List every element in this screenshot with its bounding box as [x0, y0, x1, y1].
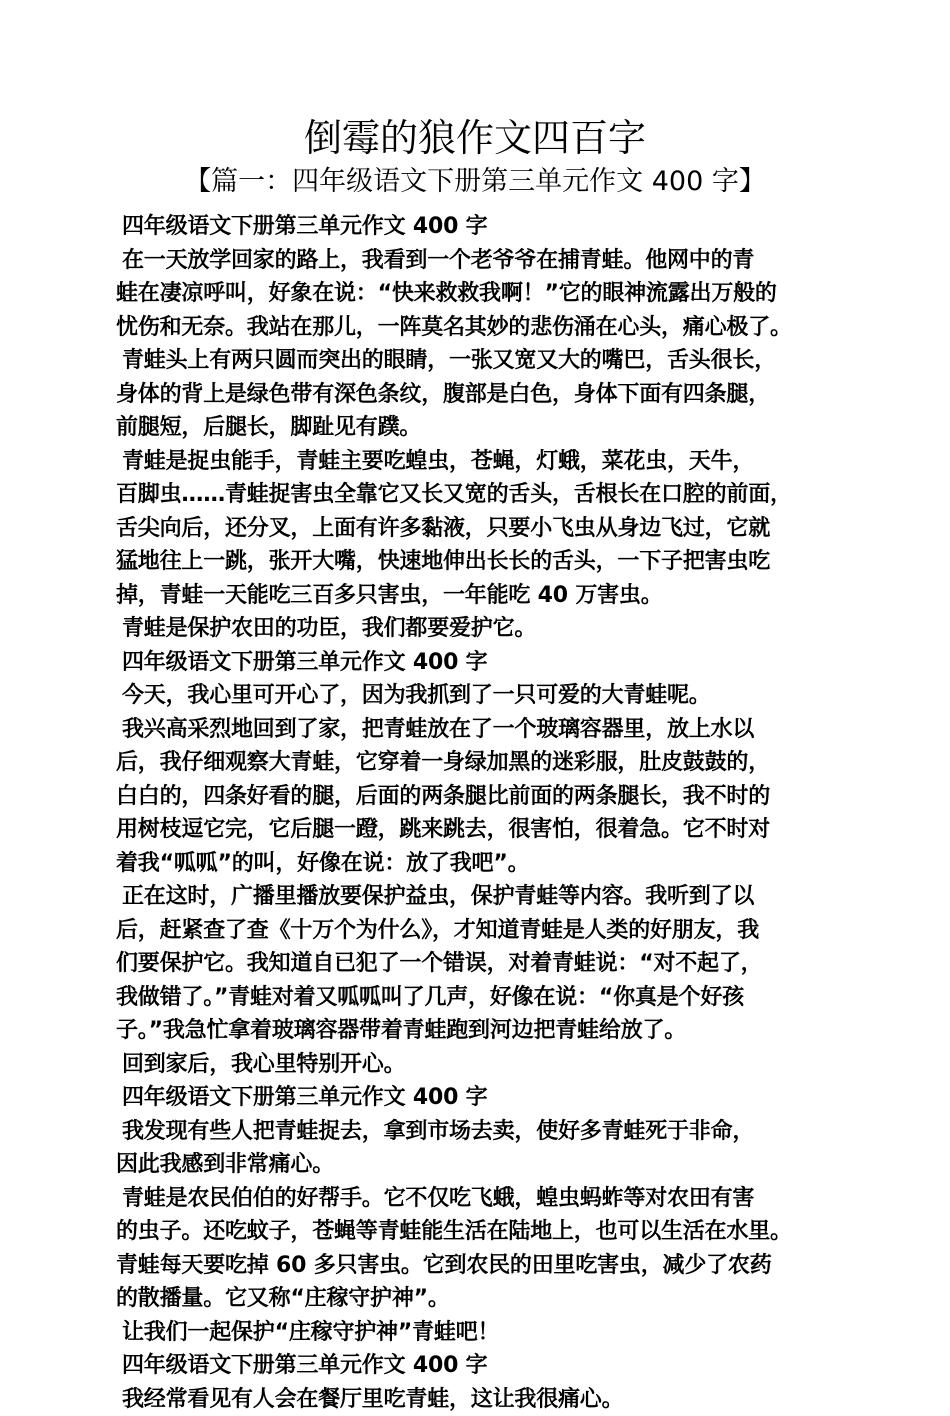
paragraph-line: 百脚虫……青蛙捉害虫全靠它又长又宽的舌头，舌根长在口腔的前面， [116, 478, 856, 512]
essay-heading: 四年级语文下册第三单元作文 400 字 [116, 646, 856, 680]
paragraph-line: 忧伤和无奈。我站在那儿，一阵莫名其妙的悲伤涌在心头，痛心极了。 [116, 311, 856, 345]
paragraph-line: 子。”我急忙拿着玻璃容器带着青蛙跑到河边把青蛙给放了。 [116, 1014, 856, 1048]
paragraph-line: 我兴高采烈地回到了家，把青蛙放在了一个玻璃容器里，放上水以 [116, 713, 856, 747]
paragraph-line: 青蛙是捉虫能手，青蛙主要吃蝗虫，苍蝇，灯蛾，菜花虫，天牛， [116, 445, 856, 479]
paragraph-line: 着我“呱呱”的叫，好像在说：放了我吧”。 [116, 847, 856, 881]
essay-heading: 四年级语文下册第三单元作文 400 字 [116, 1081, 856, 1115]
paragraph-line: 我经常看见有人会在餐厅里吃青蛙，这让我很痛心。 [116, 1383, 856, 1416]
paragraph-line: 舌尖向后，还分叉，上面有许多黏液，只要小飞虫从身边飞过，它就 [116, 512, 856, 546]
paragraph-line: 青蛙是农民伯伯的好帮手。它不仅吃飞蛾，蝗虫蚂蚱等对农田有害 [116, 1182, 856, 1216]
paragraph-line: 今天，我心里可开心了，因为我抓到了一只可爱的大青蛙呢。 [116, 679, 856, 713]
paragraph-line: 前腿短，后腿长，脚趾见有蹼。 [116, 411, 856, 445]
paragraph-line: 的散播量。它又称“庄稼守护神”。 [116, 1282, 856, 1316]
paragraph-line: 正在这时，广播里播放要保护益虫，保护青蛙等内容。我听到了以 [116, 880, 856, 914]
paragraph-line: 青蛙每天要吃掉 60 多只害虫。它到农民的田里吃害虫，减少了农药 [116, 1249, 856, 1283]
paragraph-line: 们要保护它。我知道自已犯了一个错误，对着青蛙说：“对不起了， [116, 947, 856, 981]
paragraph-line: 白白的，四条好看的腿，后面的两条腿比前面的两条腿长，我不时的 [116, 780, 856, 814]
document-body [116, 210, 856, 1416]
paragraph-line: 在一天放学回家的路上，我看到一个老爷爷在捕青蛙。他网中的青 [116, 244, 856, 278]
paragraph-line: 后，赶紧查了查《十万个为什么》，才知道青蛙是人类的好朋友，我 [116, 914, 856, 948]
paragraph-line: 因此我感到非常痛心。 [116, 1148, 856, 1182]
paragraph-line: 猛地往上一跳，张开大嘴，快速地伸出长长的舌头，一下子把害虫吃 [116, 545, 856, 579]
paragraph-line: 我发现有些人把青蛙捉去，拿到市场去卖，使好多青蛙死于非命， [116, 1115, 856, 1149]
paragraph-line: 身体的背上是绿色带有深色条纹，腹部是白色，身体下面有四条腿， [116, 378, 856, 412]
essay-heading: 四年级语文下册第三单元作文 400 字 [116, 1349, 856, 1383]
paragraph-line: 青蛙是保护农田的功臣，我们都要爱护它。 [116, 612, 856, 646]
paragraph-line: 青蛙头上有两只圆而突出的眼睛，一张又宽又大的嘴巴，舌头很长， [116, 344, 856, 378]
paragraph-line: 掉，青蛙一天能吃三百多只害虫，一年能吃 40 万害虫。 [116, 579, 856, 613]
paragraph-line: 用树枝逗它完，它后腿一蹬，跳来跳去，很害怕，很着急。它不时对 [116, 813, 856, 847]
essay-heading: 四年级语文下册第三单元作文 400 字 [116, 210, 856, 244]
paragraph-line: 后，我仔细观察大青蛙，它穿着一身绿加黑的迷彩服，肚皮鼓鼓的， [116, 746, 856, 780]
paragraph-line: 的虫子。还吃蚊子，苍蝇等青蛙能生活在陆地上，也可以生活在水里。 [116, 1215, 856, 1249]
paragraph-line: 蛙在凄凉呼叫，好象在说：“快来救救我啊！”它的眼神流露出万般的 [116, 277, 856, 311]
paragraph-line: 回到家后，我心里特别开心。 [116, 1048, 856, 1082]
paragraph-line: 我做错了。”青蛙对着又呱呱叫了几声，好像在说：“你真是个好孩 [116, 981, 856, 1015]
paragraph-line: 让我们一起保护“庄稼守护神”青蛙吧！ [116, 1316, 856, 1350]
document-subtitle: 【篇一：四年级语文下册第三单元作文 400 字】 [0, 162, 950, 202]
document-title: 倒霉的狼作文四百字 [0, 112, 950, 164]
